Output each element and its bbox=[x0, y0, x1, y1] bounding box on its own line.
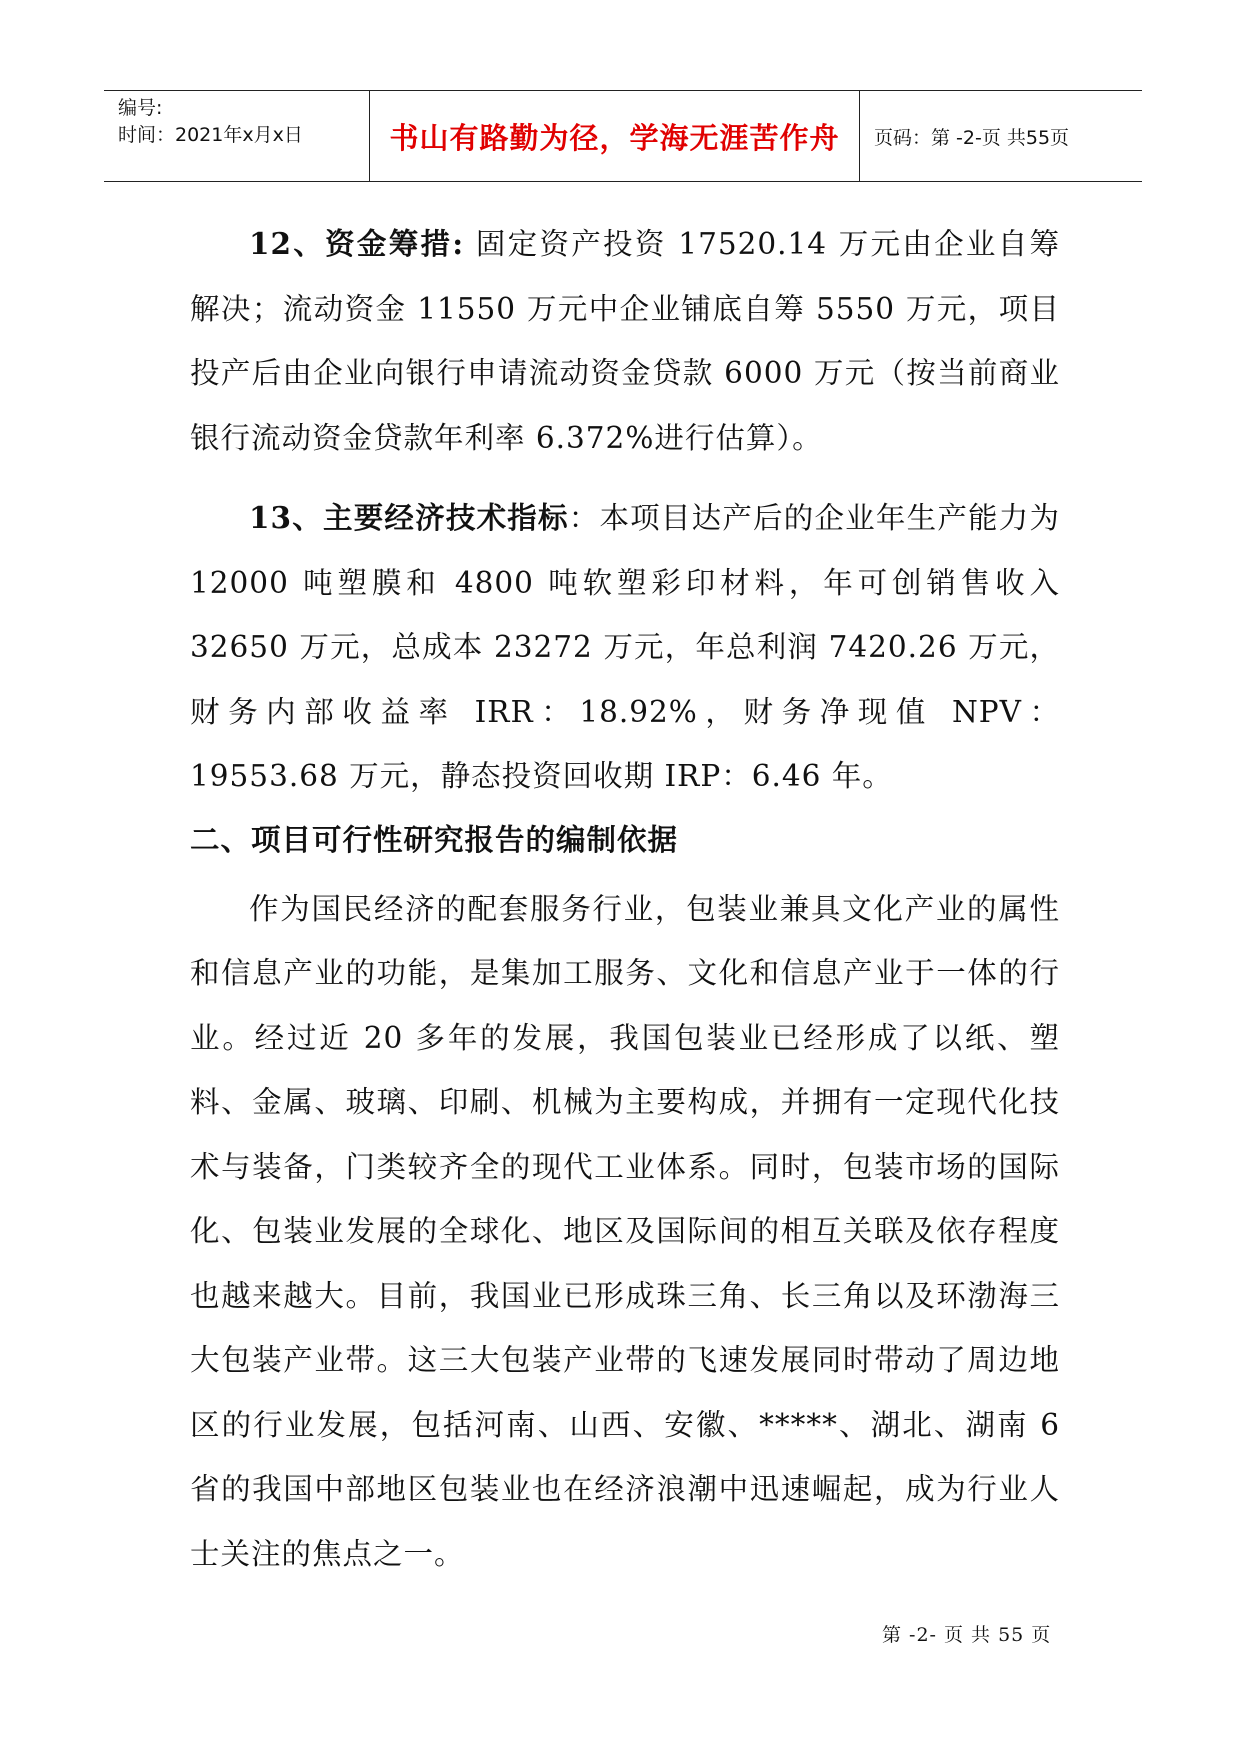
paragraph-funding-text: 固定资产投资 17520.14 万元由企业自筹解决；流动资金 11550 万元中企业铺底自筹 5550 万元，项目投产后由企业向银行申请流动资金贷款 6000 万元（按当前商业银行流动资金贷款年利率 6.372%进行估算）。 bbox=[190, 227, 1060, 455]
paragraph-funding bbox=[190, 212, 1060, 470]
document-time-label: 时间：2021年x月x日 bbox=[118, 124, 303, 146]
page-content bbox=[190, 212, 1060, 1586]
paragraph-indicators-title: 13、主要经济技术指标 bbox=[249, 500, 569, 535]
page-footer: 第 -2- 页 共 55 页 bbox=[882, 1624, 1052, 1646]
page-header bbox=[104, 90, 1142, 182]
paragraph-indicators-text: ：本项目达产后的企业年生产能力为 12000 吨塑膜和 4800 吨软塑彩印材料，年可创销售收入32650 万元，总成本 23272 万元，年总利润 7420.26 万元，财务内部收益率 IRR：18.92%，财务净现值 NPV：19553.68 万元，静态投资回收期 IRP：6.46 年。 bbox=[190, 501, 1060, 793]
header-page-code-cell bbox=[860, 91, 1142, 181]
paragraph-funding-title: 12、资金筹措: bbox=[249, 226, 465, 261]
header-page-code: 页码：第 -2-页 共55页 bbox=[874, 126, 1070, 149]
header-motto-cell bbox=[370, 91, 860, 181]
paragraph-basis: 作为国民经济的配套服务行业，包装业兼具文化产业的属性和信息产业的功能，是集加工服务、文化和信息产业于一体的行业。经过近 20 多年的发展，我国包装业已经形成了以纸、塑料、金属、玻璃、印刷、机械为主要构成，并拥有一定现代化技术与装备，门类较齐全的现代工业体系。同时，包装市场的国际化、包装业发展的全球化、地区及国际间的相互关联及依存程度也越来越大。目前，我国业已形成珠三角、长三角以及环渤海三大包装产业带。这三大包装产业带的飞速发展同时带动了周边地区的行业发展，包括河南、山西、安徽、*****、湖北、湖南 6 省的我国中部地区包装业也在经济浪潮中迅速崛起，成为行业人士关注的焦点之一。 bbox=[190, 891, 1060, 1571]
header-motto: 书山有路勤为径，学海无涯苦作舟 bbox=[389, 120, 840, 155]
header-meta bbox=[104, 91, 370, 181]
paragraph-indicators bbox=[190, 486, 1060, 809]
document-number-label: 编号: bbox=[118, 97, 163, 119]
section-heading: 二、项目可行性研究报告的编制依据 bbox=[190, 822, 679, 857]
